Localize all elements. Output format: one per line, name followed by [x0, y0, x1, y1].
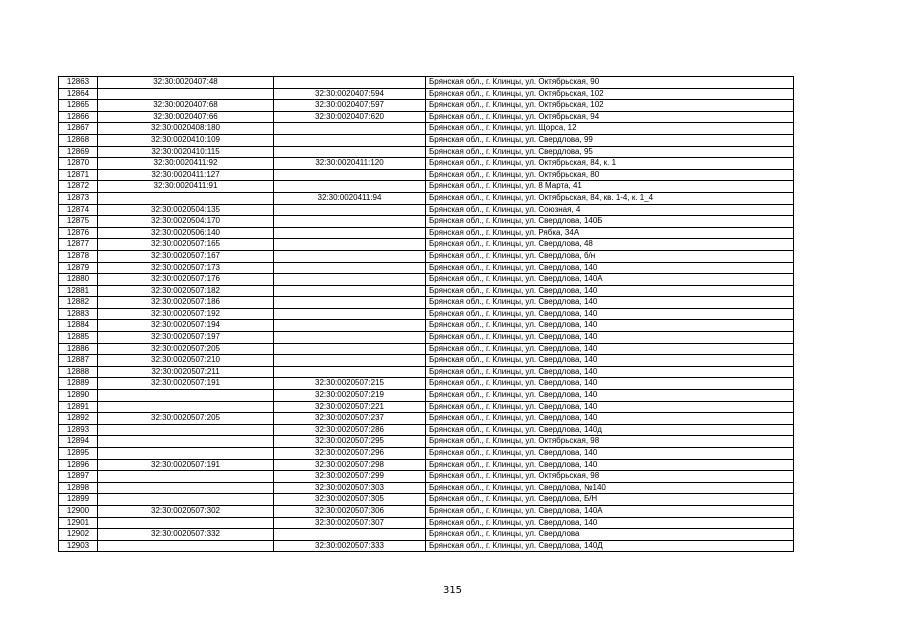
address-cell: Брянская обл., г. Клинцы, ул. Свердлова, 140 — [426, 320, 794, 332]
row-number-cell: 12865 — [59, 100, 98, 112]
cadastral-number-primary-cell: 32:30:0020407:66 — [98, 111, 274, 123]
address-cell: Брянская обл., г. Клинцы, ул. Рябка, 34А — [426, 227, 794, 239]
cadastral-number-secondary-cell: 32:30:0020507:305 — [274, 494, 426, 506]
cadastral-number-primary-cell: 32:30:0020507:176 — [98, 274, 274, 286]
cadastral-number-secondary-cell — [274, 250, 426, 262]
table-row — [59, 343, 794, 355]
table-row — [59, 494, 794, 506]
cadastral-number-primary-cell: 32:30:0020504:135 — [98, 204, 274, 216]
cadastral-number-secondary-cell: 32:30:0020507:307 — [274, 517, 426, 529]
row-number-cell: 12886 — [59, 343, 98, 355]
table-row — [59, 366, 794, 378]
table-row — [59, 529, 794, 541]
cadastral-number-primary-cell: 32:30:0020507:165 — [98, 239, 274, 251]
address-cell: Брянская обл., г. Клинцы, ул. Свердлова, 140 — [426, 355, 794, 367]
cadastral-number-primary-cell: 32:30:0020410:109 — [98, 134, 274, 146]
cadastral-number-primary-cell — [98, 424, 274, 436]
cadastral-number-secondary-cell: 32:30:0020411:120 — [274, 158, 426, 170]
table-row — [59, 482, 794, 494]
address-cell: Брянская обл., г. Клинцы, ул. Свердлова, 140 — [426, 308, 794, 320]
row-number-cell: 12877 — [59, 239, 98, 251]
row-number-cell: 12891 — [59, 401, 98, 413]
cadastral-number-secondary-cell: 32:30:0020411:94 — [274, 192, 426, 204]
table-row — [59, 424, 794, 436]
cadastral-number-primary-cell — [98, 401, 274, 413]
row-number-cell: 12896 — [59, 459, 98, 471]
cadastral-number-secondary-cell — [274, 343, 426, 355]
cadastral-number-secondary-cell: 32:30:0020507:333 — [274, 540, 426, 552]
cadastral-number-secondary-cell — [274, 134, 426, 146]
row-number-cell: 12864 — [59, 88, 98, 100]
cadastral-number-secondary-cell — [274, 274, 426, 286]
cadastral-number-primary-cell — [98, 88, 274, 100]
cadastral-number-secondary-cell — [274, 123, 426, 135]
register-table-body — [59, 77, 794, 552]
cadastral-number-secondary-cell — [274, 239, 426, 251]
table-row — [59, 355, 794, 367]
cadastral-number-primary-cell: 32:30:0020507:167 — [98, 250, 274, 262]
cadastral-number-primary-cell: 32:30:0020407:68 — [98, 100, 274, 112]
address-cell: Брянская обл., г. Клинцы, ул. Октябрьская, 94 — [426, 111, 794, 123]
cadastral-number-secondary-cell: 32:30:0020507:299 — [274, 471, 426, 483]
cadastral-number-primary-cell: 32:30:0020507:205 — [98, 343, 274, 355]
cadastral-number-primary-cell: 32:30:0020507:210 — [98, 355, 274, 367]
table-row — [59, 517, 794, 529]
row-number-cell: 12878 — [59, 250, 98, 262]
cadastral-number-primary-cell: 32:30:0020507:194 — [98, 320, 274, 332]
row-number-cell: 12885 — [59, 332, 98, 344]
cadastral-number-secondary-cell — [274, 216, 426, 228]
cadastral-number-primary-cell: 32:30:0020507:191 — [98, 378, 274, 390]
cadastral-number-secondary-cell: 32:30:0020507:237 — [274, 413, 426, 425]
cadastral-number-primary-cell: 32:30:0020507:182 — [98, 285, 274, 297]
table-row — [59, 158, 794, 170]
row-number-cell: 12902 — [59, 529, 98, 541]
table-row — [59, 239, 794, 251]
row-number-cell: 12876 — [59, 227, 98, 239]
row-number-cell: 12875 — [59, 216, 98, 228]
address-cell: Брянская обл., г. Клинцы, ул. Свердлова, 48 — [426, 239, 794, 251]
table-row — [59, 332, 794, 344]
row-number-cell: 12899 — [59, 494, 98, 506]
address-cell: Брянская обл., г. Клинцы, ул. Свердлова, 140А — [426, 505, 794, 517]
row-number-cell: 12895 — [59, 448, 98, 460]
table-row — [59, 274, 794, 286]
cadastral-number-secondary-cell: 32:30:0020507:306 — [274, 505, 426, 517]
cadastral-number-primary-cell — [98, 448, 274, 460]
table-row — [59, 401, 794, 413]
table-row — [59, 169, 794, 181]
cadastral-number-primary-cell: 32:30:0020507:302 — [98, 505, 274, 517]
cadastral-number-primary-cell — [98, 436, 274, 448]
table-row — [59, 192, 794, 204]
address-cell: Брянская обл., г. Клинцы, ул. Свердлова, 140 — [426, 343, 794, 355]
address-cell: Брянская обл., г. Клинцы, ул. Свердлова, 95 — [426, 146, 794, 158]
row-number-cell: 12892 — [59, 413, 98, 425]
cadastral-number-secondary-cell: 32:30:0020507:303 — [274, 482, 426, 494]
row-number-cell: 12887 — [59, 355, 98, 367]
row-number-cell: 12874 — [59, 204, 98, 216]
row-number-cell: 12881 — [59, 285, 98, 297]
cadastral-number-secondary-cell — [274, 204, 426, 216]
table-row — [59, 216, 794, 228]
address-cell: Брянская обл., г. Клинцы, ул. Свердлова, Б/Н — [426, 494, 794, 506]
table-row — [59, 540, 794, 552]
cadastral-number-secondary-cell — [274, 181, 426, 193]
table-row — [59, 413, 794, 425]
cadastral-number-secondary-cell — [274, 366, 426, 378]
cadastral-number-primary-cell: 32:30:0020507:197 — [98, 332, 274, 344]
cadastral-number-primary-cell — [98, 471, 274, 483]
address-cell: Брянская обл., г. Клинцы, ул. Октябрьская, 84, к. 1 — [426, 158, 794, 170]
address-cell: Брянская обл., г. Клинцы, ул. Свердлова, 140 — [426, 517, 794, 529]
address-cell: Брянская обл., г. Клинцы, ул. Свердлова, 140Б — [426, 216, 794, 228]
cadastral-number-secondary-cell — [274, 529, 426, 541]
row-number-cell: 12873 — [59, 192, 98, 204]
row-number-cell: 12872 — [59, 181, 98, 193]
address-cell: Брянская обл., г. Клинцы, ул. Свердлова, 140 — [426, 332, 794, 344]
table-row — [59, 123, 794, 135]
table-row — [59, 88, 794, 100]
table-row — [59, 308, 794, 320]
cadastral-number-primary-cell — [98, 390, 274, 402]
cadastral-number-primary-cell — [98, 540, 274, 552]
address-cell: Брянская обл., г. Клинцы, ул. Свердлова, 140 — [426, 459, 794, 471]
row-number-cell: 12888 — [59, 366, 98, 378]
row-number-cell: 12883 — [59, 308, 98, 320]
cadastral-number-secondary-cell: 32:30:0020507:298 — [274, 459, 426, 471]
table-row — [59, 227, 794, 239]
address-cell: Брянская обл., г. Клинцы, ул. Октябрьская, 98 — [426, 436, 794, 448]
address-cell: Брянская обл., г. Клинцы, ул. Свердлова — [426, 529, 794, 541]
cadastral-number-secondary-cell — [274, 146, 426, 158]
cadastral-number-primary-cell: 32:30:0020407:48 — [98, 77, 274, 89]
cadastral-number-primary-cell: 32:30:0020507:191 — [98, 459, 274, 471]
cadastral-number-primary-cell: 32:30:0020506:140 — [98, 227, 274, 239]
cadastral-number-secondary-cell — [274, 332, 426, 344]
address-cell: Брянская обл., г. Клинцы, ул. Свердлова, 140 — [426, 285, 794, 297]
table-row — [59, 146, 794, 158]
address-cell: Брянская обл., г. Клинцы, ул. Щорса, 12 — [426, 123, 794, 135]
cadastral-number-secondary-cell — [274, 77, 426, 89]
address-cell: Брянская обл., г. Клинцы, ул. 8 Марта, 41 — [426, 181, 794, 193]
address-cell: Брянская обл., г. Клинцы, ул. Свердлова, 140А — [426, 274, 794, 286]
address-cell: Брянская обл., г. Клинцы, ул. Свердлова, 99 — [426, 134, 794, 146]
address-cell: Брянская обл., г. Клинцы, ул. Союзная, 4 — [426, 204, 794, 216]
row-number-cell: 12869 — [59, 146, 98, 158]
address-cell: Брянская обл., г. Клинцы, ул. Свердлова, 140 — [426, 297, 794, 309]
register-table — [58, 76, 794, 552]
cadastral-number-primary-cell: 32:30:0020411:127 — [98, 169, 274, 181]
table-row — [59, 320, 794, 332]
row-number-cell: 12903 — [59, 540, 98, 552]
address-cell: Брянская обл., г. Клинцы, ул. Свердлова, 140 — [426, 401, 794, 413]
cadastral-number-secondary-cell — [274, 355, 426, 367]
address-cell: Брянская обл., г. Клинцы, ул. Свердлова, 140 — [426, 366, 794, 378]
cadastral-number-secondary-cell: 32:30:0020507:295 — [274, 436, 426, 448]
cadastral-number-primary-cell: 32:30:0020410:115 — [98, 146, 274, 158]
table-row — [59, 204, 794, 216]
row-number-cell: 12866 — [59, 111, 98, 123]
row-number-cell: 12867 — [59, 123, 98, 135]
row-number-cell: 12880 — [59, 274, 98, 286]
address-cell: Брянская обл., г. Клинцы, ул. Свердлова, 140 — [426, 378, 794, 390]
cadastral-number-primary-cell — [98, 494, 274, 506]
row-number-cell: 12884 — [59, 320, 98, 332]
cadastral-number-secondary-cell: 32:30:0020507:221 — [274, 401, 426, 413]
address-cell: Брянская обл., г. Клинцы, ул. Свердлова, 140 — [426, 390, 794, 402]
table-row — [59, 111, 794, 123]
address-cell: Брянская обл., г. Клинцы, ул. Свердлова, 140д — [426, 424, 794, 436]
cadastral-number-primary-cell — [98, 192, 274, 204]
page-number: 315 — [442, 585, 463, 596]
cadastral-number-secondary-cell — [274, 297, 426, 309]
cadastral-number-secondary-cell: 32:30:0020507:215 — [274, 378, 426, 390]
address-cell: Брянская обл., г. Клинцы, ул. Свердлова, №140 — [426, 482, 794, 494]
table-row — [59, 262, 794, 274]
cadastral-number-secondary-cell — [274, 285, 426, 297]
row-number-cell: 12901 — [59, 517, 98, 529]
row-number-cell: 12889 — [59, 378, 98, 390]
table-row — [59, 436, 794, 448]
cadastral-number-secondary-cell: 32:30:0020507:286 — [274, 424, 426, 436]
row-number-cell: 12863 — [59, 77, 98, 89]
row-number-cell: 12871 — [59, 169, 98, 181]
address-cell: Брянская обл., г. Клинцы, ул. Октябрьская, 102 — [426, 88, 794, 100]
address-cell: Брянская обл., г. Клинцы, ул. Октябрьская, 98 — [426, 471, 794, 483]
cadastral-number-primary-cell: 32:30:0020507:205 — [98, 413, 274, 425]
cadastral-number-secondary-cell — [274, 169, 426, 181]
cadastral-number-primary-cell: 32:30:0020411:92 — [98, 158, 274, 170]
table-row — [59, 390, 794, 402]
table-row — [59, 448, 794, 460]
address-cell: Брянская обл., г. Клинцы, ул. Свердлова, 140Д — [426, 540, 794, 552]
cadastral-number-secondary-cell: 32:30:0020507:296 — [274, 448, 426, 460]
cadastral-number-primary-cell: 32:30:0020507:192 — [98, 308, 274, 320]
table-row — [59, 459, 794, 471]
table-row — [59, 77, 794, 89]
row-number-cell: 12890 — [59, 390, 98, 402]
cadastral-number-secondary-cell: 32:30:0020407:594 — [274, 88, 426, 100]
address-cell: Брянская обл., г. Клинцы, ул. Октябрьская, 84, кв. 1-4, к. 1_4 — [426, 192, 794, 204]
table-row — [59, 471, 794, 483]
row-number-cell: 12879 — [59, 262, 98, 274]
table-row — [59, 505, 794, 517]
table-row — [59, 134, 794, 146]
cadastral-number-primary-cell: 32:30:0020504:170 — [98, 216, 274, 228]
cadastral-number-primary-cell: 32:30:0020411:91 — [98, 181, 274, 193]
table-row — [59, 297, 794, 309]
address-cell: Брянская обл., г. Клинцы, ул. Свердлова, 140 — [426, 413, 794, 425]
row-number-cell: 12893 — [59, 424, 98, 436]
cadastral-number-secondary-cell — [274, 308, 426, 320]
cadastral-number-primary-cell: 32:30:0020507:186 — [98, 297, 274, 309]
row-number-cell: 12897 — [59, 471, 98, 483]
cadastral-number-primary-cell: 32:30:0020408:180 — [98, 123, 274, 135]
row-number-cell: 12900 — [59, 505, 98, 517]
row-number-cell: 12868 — [59, 134, 98, 146]
table-row — [59, 181, 794, 193]
cadastral-number-secondary-cell: 32:30:0020407:620 — [274, 111, 426, 123]
cadastral-number-primary-cell: 32:30:0020507:211 — [98, 366, 274, 378]
address-cell: Брянская обл., г. Клинцы, ул. Свердлова, б/н — [426, 250, 794, 262]
address-cell: Брянская обл., г. Клинцы, ул. Свердлова, 140 — [426, 448, 794, 460]
row-number-cell: 12882 — [59, 297, 98, 309]
address-cell: Брянская обл., г. Клинцы, ул. Октябрьская, 80 — [426, 169, 794, 181]
cadastral-number-primary-cell — [98, 517, 274, 529]
cadastral-number-secondary-cell — [274, 262, 426, 274]
address-cell: Брянская обл., г. Клинцы, ул. Свердлова, 140 — [426, 262, 794, 274]
cadastral-number-primary-cell: 32:30:0020507:173 — [98, 262, 274, 274]
row-number-cell: 12894 — [59, 436, 98, 448]
cadastral-number-primary-cell — [98, 482, 274, 494]
table-row — [59, 100, 794, 112]
cadastral-number-secondary-cell — [274, 227, 426, 239]
cadastral-number-secondary-cell: 32:30:0020407:597 — [274, 100, 426, 112]
address-cell: Брянская обл., г. Клинцы, ул. Октябрьская, 102 — [426, 100, 794, 112]
table-row — [59, 285, 794, 297]
row-number-cell: 12898 — [59, 482, 98, 494]
row-number-cell: 12870 — [59, 158, 98, 170]
address-cell: Брянская обл., г. Клинцы, ул. Октябрьская, 90 — [426, 77, 794, 89]
table-row — [59, 378, 794, 390]
cadastral-number-secondary-cell — [274, 320, 426, 332]
table-row — [59, 250, 794, 262]
cadastral-number-secondary-cell: 32:30:0020507:219 — [274, 390, 426, 402]
cadastral-number-primary-cell: 32:30:0020507:332 — [98, 529, 274, 541]
